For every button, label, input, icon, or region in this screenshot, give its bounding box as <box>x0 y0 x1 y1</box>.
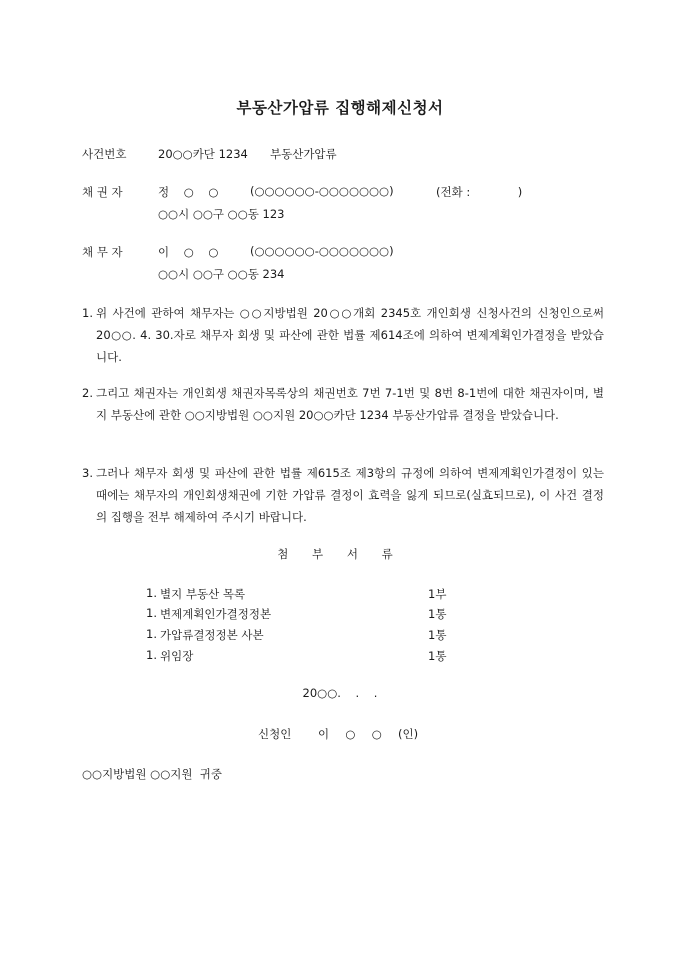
paragraph-text: 그리고 채권자는 개인회생 채권자목록상의 채권번호 7번 7-1번 및 8번 8-1번에 대한 채권자이며, 별지 부동산에 관한 ○○지방법원 ○○지원 20○○카단 1234 부동산가압류 결정을 받았습니다. <box>96 386 604 422</box>
debtor-label: 채 무 자 <box>82 245 123 259</box>
attachment-number: 1. <box>146 648 157 662</box>
court-addressee: ○○지방법원 ○○지원 귀중 <box>82 767 222 781</box>
attachment-name: 별지 부동산 목록 <box>160 587 246 601</box>
creditor-label: 채 권 자 <box>82 185 123 199</box>
paragraph-text: 위 사건에 관하여 채무자는 ○○지방법원 20○○개회 2345호 개인회생 신청사건의 신청인으로써 20○○. 4. 30.자로 채무자 회생 및 파산에 관한 법률 제614조에 의하여 변제계획인가결정을 받았습니다. <box>96 306 604 364</box>
paragraph-text: 그러나 채무자 회생 및 파산에 관한 법률 제615조 제3항의 규정에 의하여 변제계획인가결정이 있는 때에는 채무자의 개인회생채권에 기한 가압류 결정이 효력을 잃게 되므로(실효되므로), 이 사건 결정의 집행을 전부 해제하여 주시기 바랍니다. <box>96 466 604 524</box>
creditor-name: 정 ○ ○ <box>158 185 219 199</box>
debtor-id: (○○○○○○-○○○○○○○) <box>250 244 394 258</box>
case-name: 부동산가압류 <box>270 147 337 161</box>
attachment-number: 1. <box>146 606 157 620</box>
attachment-quantity: 1부 <box>428 587 447 601</box>
paragraph-number: 2. <box>82 386 93 400</box>
attachment-quantity: 1통 <box>428 607 447 621</box>
attachment-number: 1. <box>146 627 157 641</box>
case-label: 사건번호 <box>82 147 127 161</box>
paragraph-3 <box>82 462 604 528</box>
case-number: 20○○카단 1234 <box>158 147 248 161</box>
debtor-address: ○○시 ○○구 ○○동 234 <box>158 267 285 281</box>
creditor-id: (○○○○○○-○○○○○○○) <box>250 184 394 198</box>
paragraph-number: 1. <box>82 306 93 320</box>
creditor-address: ○○시 ○○구 ○○동 123 <box>158 207 285 221</box>
attachment-quantity: 1통 <box>428 628 447 642</box>
paragraph-2 <box>82 382 604 426</box>
signature-seal: (인) <box>398 727 419 741</box>
signature-label: 신청인 <box>258 727 292 741</box>
document-title: 부동산가압류 집행해제신청서 <box>236 99 444 117</box>
document-date: 20○○. . . <box>302 686 378 700</box>
paragraph-1 <box>82 302 604 368</box>
attachment-number: 1. <box>146 586 157 600</box>
signature-name: 이 ○ ○ <box>318 727 385 741</box>
attachment-name: 가압류결정정본 사본 <box>160 628 264 642</box>
attachments-heading: 첨 부 서 류 <box>277 547 403 561</box>
attachment-name: 변제계획인가결정정본 <box>160 607 272 621</box>
attachment-quantity: 1통 <box>428 649 447 663</box>
debtor-name: 이 ○ ○ <box>158 245 219 259</box>
paragraph-number: 3. <box>82 466 93 480</box>
attachment-name: 위임장 <box>160 649 194 663</box>
creditor-phone: (전화 : ) <box>436 185 523 199</box>
